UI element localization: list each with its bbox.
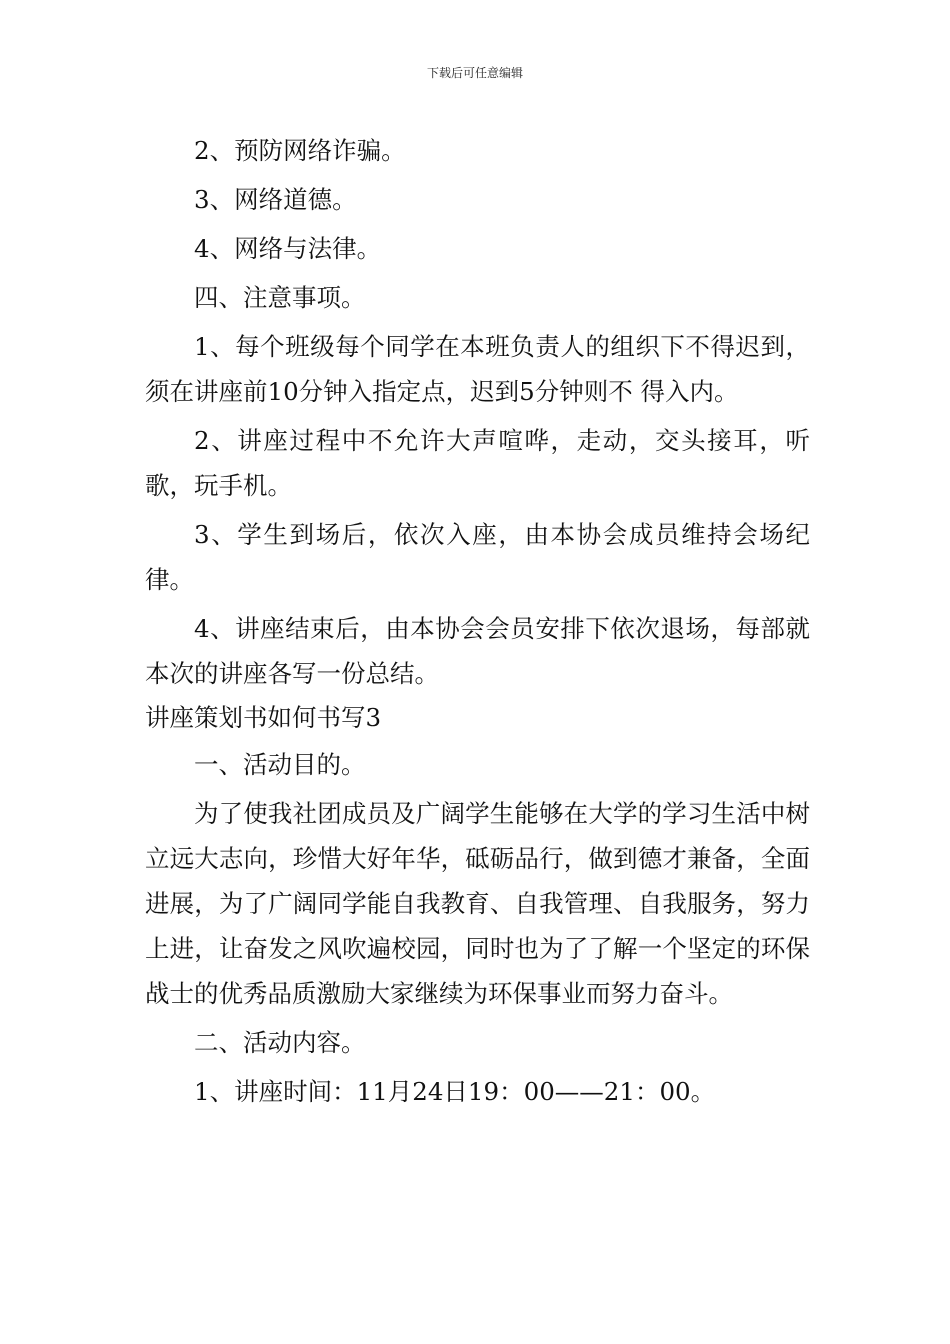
paragraph: 3、网络道德。: [194, 185, 357, 214]
paragraph: 2、预防网络诈骗。: [194, 136, 406, 165]
document-body: [145, 128, 810, 1118]
section-title: 讲座策划书如何书写3: [145, 703, 382, 732]
paragraph: 一、活动目的。: [194, 750, 366, 779]
paragraph: 4、网络与法律。: [194, 234, 382, 263]
paragraph: 1、每个班级每个同学在本班负责人的组织下不得迟到，须在讲座前10分钟入指定点，迟到5分钟则不 得入内。: [145, 332, 810, 406]
paragraph: 1、讲座时间：11月24日19：00——21：00。: [194, 1077, 716, 1106]
paragraph: 3、学生到场后，依次入座，由本协会成员维持会场纪律。: [145, 520, 810, 594]
paragraph: 四、注意事项。: [194, 283, 366, 312]
paragraph: 为了使我社团成员及广阔学生能够在大学的学习生活中树立远大志向，珍惜大好年华，砥砺品行，做到德才兼备，全面进展，为了广阔同学能自我教育、自我管理、自我服务，努力上进，让奋发之风吹遍校园，同时也为了了解一个坚定的环保战士的优秀品质激励大家继续为环保事业而努力奋斗。: [145, 799, 810, 1008]
page-header: 下载后可任意编辑: [426, 66, 523, 80]
paragraph: 2、讲座过程中不允许大声喧哗，走动，交头接耳，听歌，玩手机。: [145, 426, 810, 500]
paragraph: 二、活动内容。: [194, 1028, 366, 1057]
paragraph: 4、讲座结束后，由本协会会员安排下依次退场，每部就本次的讲座各写一份总结。: [145, 614, 810, 688]
